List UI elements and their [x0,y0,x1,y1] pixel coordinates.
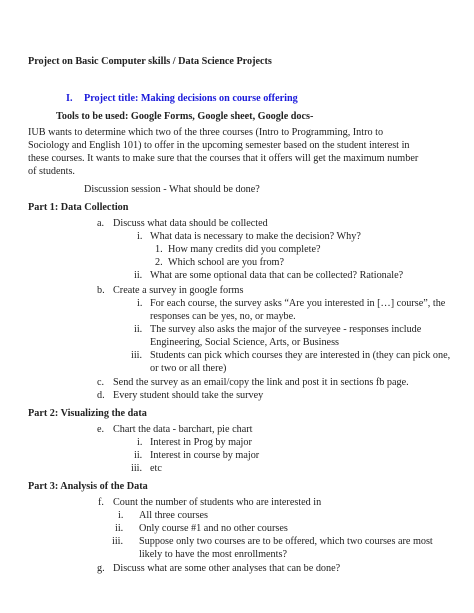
list-item: Count the number of students who are interested in [113,497,322,508]
list-item: For each course, the survey asks “Are you interested in […] course”, the [150,298,446,309]
list-marker: 1. [155,244,163,255]
list-item: Create a survey in google forms [113,285,244,296]
list-marker: i. [118,510,124,521]
list-item: What data is necessary to make the decision? Why? [150,231,361,242]
intro-line-2: Sociology and English 101) to offer in the upcoming semester based on the student interest in [28,140,410,151]
list-marker: 2. [155,257,163,268]
list-item: What are some optional data that can be collected? Rationale? [150,270,404,281]
list-marker: a. [97,218,105,229]
document-title: Project on Basic Computer skills / Data Science Projects [28,56,272,67]
list-item: Every student should take the survey [113,390,264,401]
list-item: Chart the data - barchart, pie chart [113,424,253,435]
list-item: Interest in Prog by major [150,437,252,448]
tools-line: Tools to be used: Google Forms, Google sheet, Google docs- [56,111,314,122]
list-item: The survey also asks the major of the surveyee - responses include [150,324,422,335]
list-marker: ii. [134,324,143,335]
list-item-continued: responses can be yes, no, or maybe. [150,311,296,322]
intro-line-1: IUB wants to determine which two of the three courses (Intro to Programming, Intro to [28,127,384,138]
list-marker: iii. [131,463,143,474]
list-marker: i. [137,298,143,309]
list-marker: iii. [131,350,143,361]
list-item: Send the survey as an email/copy the link and post it in sections fb page. [113,377,409,388]
list-marker: e. [97,424,105,435]
intro-line-3: these courses. It wants to make sure that the courses that it offers will get the maximum number [28,153,419,164]
list-marker: ii. [134,450,143,461]
project-title: Project title: Making decisions on course offering [84,93,298,104]
list-item-continued: likely to have the most enrollments? [139,549,287,560]
part1-heading: Part 1: Data Collection [28,202,129,213]
list-marker: d. [97,390,105,401]
intro-line-4: of students. [28,166,75,177]
list-item: All three courses [139,510,209,521]
list-item: Students can pick which courses they are interested in (they can pick one, [150,350,451,361]
part3-heading: Part 3: Analysis of the Data [28,481,148,492]
list-marker: ii. [134,270,143,281]
list-item: Discuss what data should be collected [113,218,268,229]
list-item-continued: or two or all there) [150,363,227,374]
list-item-continued: Engineering, Social Science, Arts, or Business [150,337,340,348]
list-item: Only course #1 and no other courses [139,523,288,534]
list-item: Which school are you from? [168,257,284,268]
list-item: Interest in course by major [150,450,260,461]
part2-heading: Part 2: Visualizing the data [28,408,147,419]
list-marker: i. [137,231,143,242]
list-item: How many credits did you complete? [168,244,321,255]
list-marker: iii. [112,536,124,547]
list-marker: b. [97,285,105,296]
list-marker: g. [97,563,105,574]
project-number: I. [66,93,73,104]
list-marker: f. [98,497,104,508]
list-marker: ii. [115,523,124,534]
discussion-line: Discussion session - What should be done? [84,184,260,195]
list-item: etc [150,463,162,474]
list-marker: i. [137,437,143,448]
list-marker: c. [97,377,105,388]
list-item: Suppose only two courses are to be offered, which two courses are most [139,536,433,547]
list-item: Discuss what are some other analyses that can be done? [113,563,341,574]
